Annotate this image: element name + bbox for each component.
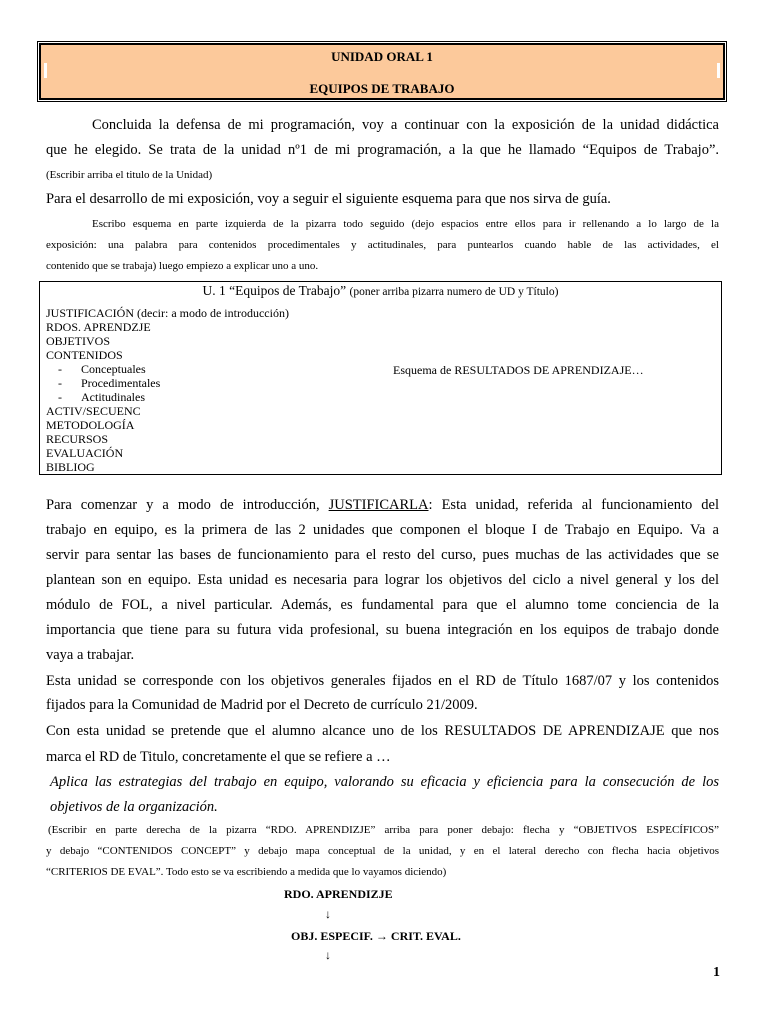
schema-right-note: Esquema de RESULTADOS DE APRENDIZAJE…	[393, 363, 644, 377]
intro-note-2-line-3: contenido que se trabaja) luego empiezo a explicar uno a uno.	[46, 260, 319, 272]
unit-title: UNIDAD ORAL 1	[331, 49, 433, 64]
schema-sub-item-label: Actitudinales	[81, 390, 145, 404]
header-left-mark	[44, 63, 47, 78]
bullet-dash: -	[58, 362, 62, 376]
diagram-top: RDO. APRENDIZJE	[284, 887, 393, 901]
justification-intro: Para comenzar y a modo de introducción,	[46, 497, 320, 513]
learning-outcome-line-1: Aplica las estrategias del trabajo en equipo, valorando su eficacia y eficiencia para la consecución de los	[50, 774, 719, 790]
schema-title	[40, 283, 721, 299]
schema-sub-item-label: Conceptuales	[81, 362, 146, 376]
schema-item: OBJETIVOS	[46, 334, 111, 348]
intro-line-1: Concluida la defensa de mi programación, voy a continuar con la exposición de la unidad didáctica	[92, 117, 719, 133]
objectives-line-1: Esta unidad se corresponde con los objetivos generales fijados en el RD de Título 1687/07 y los contenidos	[46, 673, 719, 689]
schema-sub-item	[46, 376, 289, 390]
schema-sub-item	[46, 362, 289, 376]
learning-outcome-line-2: objetivos de la organización.	[50, 799, 218, 815]
justification-line: plantean son en equipo. Esta unidad es necesaria para lograr los objetivos del ciclo a nivel general y los del	[46, 572, 719, 588]
down-arrow-icon: ↓	[325, 907, 331, 921]
justification-line: trabajo en equipo, es la primera de las 2 unidades que componen el bloque I de Trabajo en Equipo. Va a	[46, 522, 719, 538]
down-arrow-icon-2: ↓	[325, 948, 331, 962]
schema-item: EVALUACIÓN	[46, 446, 124, 460]
intro-para-2: Para el desarrollo de mi exposición, voy a seguir el siguiente esquema para que nos sirva de guía.	[46, 191, 611, 207]
schema-item: RDOS. APRENDZJE	[46, 320, 151, 334]
diagram-middle: OBJ. ESPECIF. → CRIT. EVAL.	[291, 929, 461, 943]
results-line-1: Con esta unidad se pretende que el alumno alcance uno de los RESULTADOS DE APRENDIZAJE que nos	[46, 723, 719, 739]
schema-list	[46, 306, 289, 474]
schema-title-note: (poner arriba pizarra numero de UD y Título)	[349, 286, 559, 298]
justification-line: servir para sentar las bases de funcionamiento para el resto del curso, pues muchas de las actividades que se	[46, 547, 719, 563]
schema-item: ACTIV/SECUENC	[46, 404, 141, 418]
schema-item: METODOLOGÍA	[46, 418, 135, 432]
schema-sub-item	[46, 390, 289, 404]
objectives-line-2: fijados para la Comunidad de Madrid por el Decreto de currículo 21/2009.	[46, 697, 478, 713]
board-note-line-3: “CRITERIOS DE EVAL”. Todo esto se va escribiendo a medida que lo vayamos diciendo)	[46, 866, 447, 878]
schema-item: JUSTIFICACIÓN (decir: a modo de introducción)	[46, 306, 289, 320]
justification-keyword: JUSTIFICARLA	[328, 497, 429, 513]
bullet-dash: -	[58, 390, 62, 404]
page-number: 1	[713, 965, 720, 980]
schema-item: RECURSOS	[46, 432, 109, 446]
justification-rest: : Esta unidad, referida al funcionamiento del	[428, 497, 719, 513]
bullet-dash: -	[58, 376, 62, 390]
board-note-line-2: y debajo “CONTENIDOS CONCEPT” y debajo mapa conceptual de la unidad, y en el lateral derecho con flecha hacia objetivos	[46, 845, 719, 857]
schema-sub-item-label: Procedimentales	[81, 376, 161, 390]
schema-item: BIBLIOG	[46, 460, 95, 474]
intro-note-1: (Escribir arriba el titulo de la Unidad)	[46, 169, 213, 181]
schema-title-text: U. 1 “Equipos de Trabajo”	[202, 283, 347, 298]
justification-line: módulo de FOL, a nivel particular. Además, es fundamental para que el alumno tome conciencia de la	[46, 597, 719, 613]
intro-line-2: que he elegido. Se trata de la unidad nº1 de mi programación, a la que he llamado “Equipos de Trabajo”.	[46, 142, 719, 158]
unit-subtitle: EQUIPOS DE TRABAJO	[309, 81, 455, 96]
schema-box	[39, 281, 722, 475]
justification-line: importancia que tiene para su futura vida profesional, su buena integración en los equipos de trabajo donde	[46, 622, 719, 638]
header-right-mark	[717, 63, 720, 78]
justification-line-1	[46, 497, 719, 514]
unit-header	[39, 43, 725, 100]
results-line-2: marca el RD de Titulo, concretamente el que se refiere a …	[46, 749, 391, 765]
intro-note-2-line-2: exposición: una palabra para contenidos procedimentales y actitudinales, para puntearlos cuando hable de las actividades, el	[46, 239, 719, 251]
justification-last-line: vaya a trabajar.	[46, 647, 135, 663]
schema-item: CONTENIDOS	[46, 348, 123, 362]
intro-note-2-line-1: Escribo esquema en parte izquierda de la pizarra todo seguido (dejo espacios entre ellos para ir rellenando a lo largo de la	[92, 218, 719, 230]
board-note-line-1: (Escribir en parte derecha de la pizarra “RDO. APRENDIZJE” arriba para poner debajo: flecha y “OBJETIVOS ESPECÍFICOS”	[48, 824, 719, 836]
